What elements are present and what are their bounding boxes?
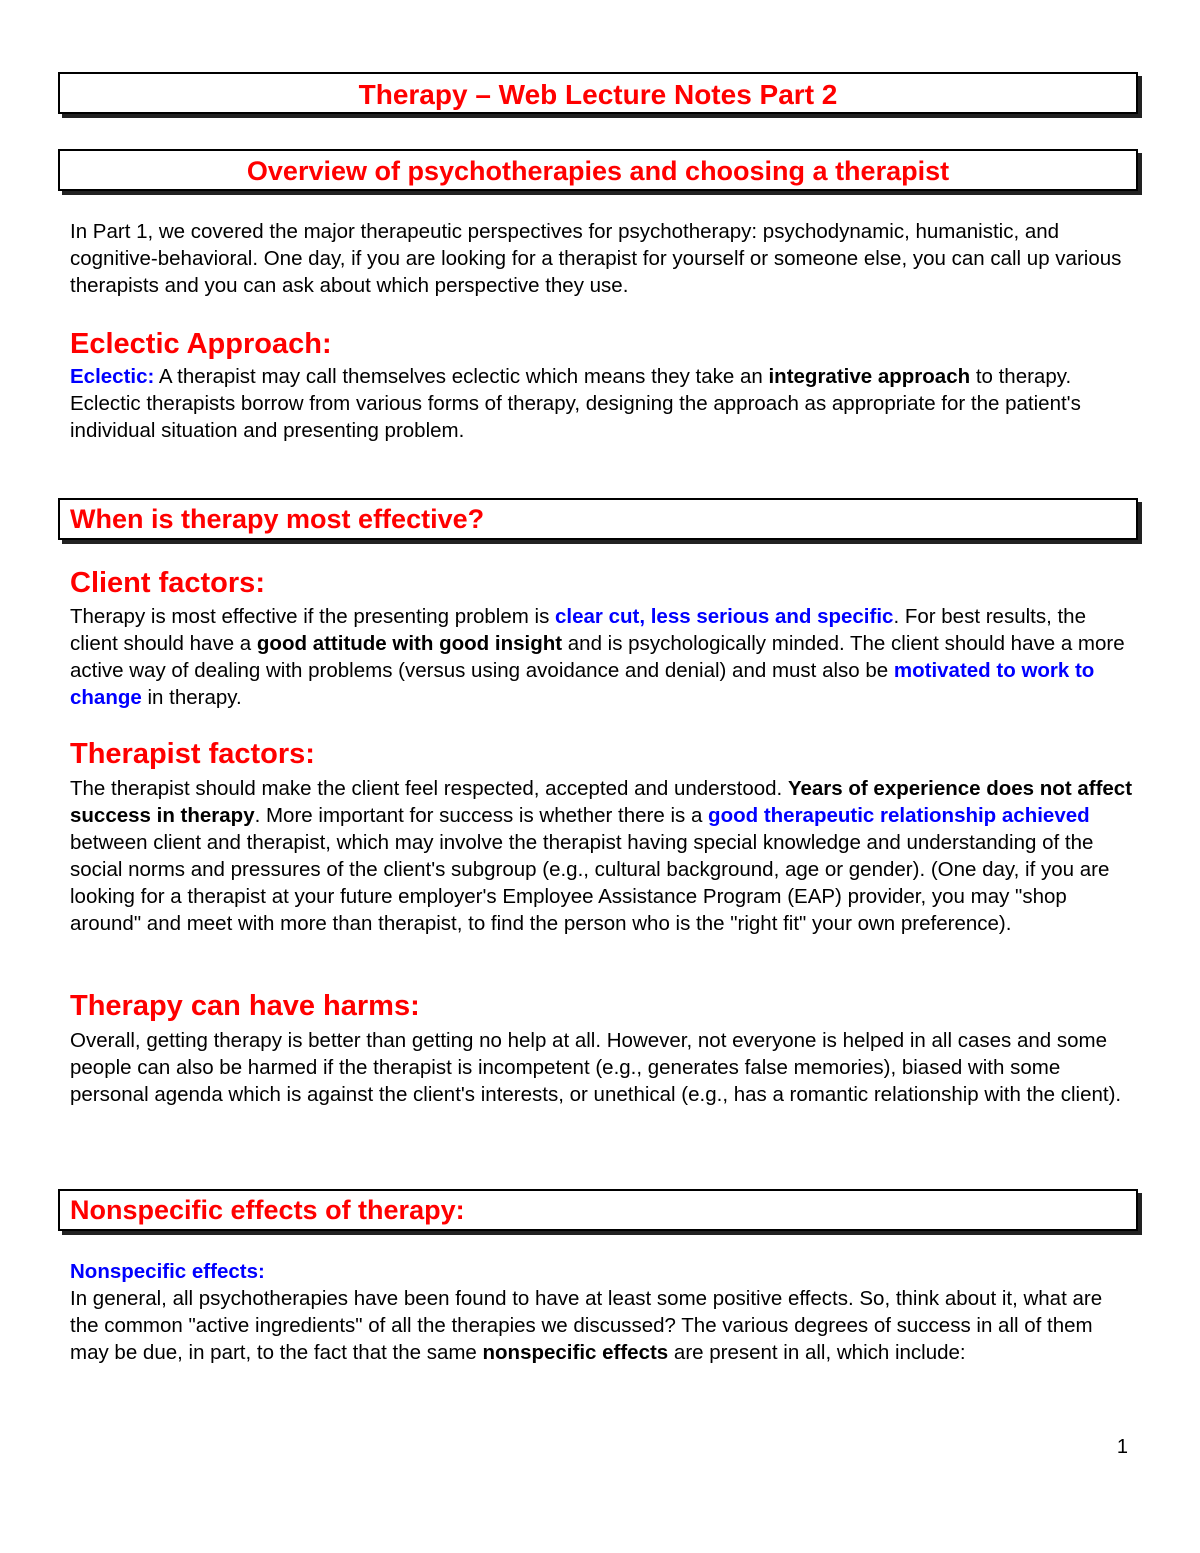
page-number: 1 [1116, 1436, 1128, 1458]
therapist-factors-paragraph: The therapist should make the client feel respected, accepted and understood. Years of experience does not affect success in therapy. More important for success is whether there is a good therapeutic relationship achieved between client and therapist, which may involve the therapist having special knowledge and understanding of the social norms and pressures of the client's subgroup (e.g., cultural background, age or gender). (One day, if you are looking for a therapist at your future employer's Employee Assistance Program (EAP) provider, you may "shop around" and meet with more than therapist, to find the person who is the "right fit" your own preference). [70, 777, 1133, 935]
section-overview-box [58, 149, 1138, 191]
eclectic-heading: Eclectic Approach: [70, 328, 332, 360]
nonspecific-term: Nonspecific effects: [70, 1260, 265, 1283]
section-nonspecific-box [58, 1189, 1138, 1231]
section-effective-heading: When is therapy most effective? [70, 504, 485, 534]
harms-paragraph: Overall, getting therapy is better than getting no help at all. However, not everyone is helped in all cases and some people can also be harmed if the therapist is incompetent (e.g., generates false memories), biased with some personal agenda which is against the client's interests, or unethical (e.g., has a romantic relationship with the client). [70, 1029, 1122, 1106]
therapist-factors-heading: Therapist factors: [70, 738, 315, 770]
eclectic-term: Eclectic: [70, 365, 155, 388]
section-effective-box [58, 498, 1138, 540]
document-title: Therapy – Web Lecture Notes Part 2 [358, 79, 838, 110]
section-nonspecific-heading: Nonspecific effects of therapy: [70, 1195, 465, 1225]
section-overview-heading: Overview of psychotherapies and choosing a therapist [246, 156, 950, 186]
client-factors-paragraph: Therapy is most effective if the presenting problem is clear cut, less serious and specific. For best results, the client should have a good attitude with good insight and is psychologically minded. The client should have a more active way of dealing with problems (versus using avoidance and denial) and must also be motivated to work to change in therapy. [70, 605, 1125, 709]
eclectic-paragraph: Eclectic: A therapist may call themselves eclectic which means they take an integrative approach to therapy. Eclectic therapists borrow from various forms of therapy, designing the approach as appropriate for the patient's individual situation and presenting problem. [70, 365, 1081, 442]
title-box [58, 72, 1138, 114]
harms-heading: Therapy can have harms: [70, 990, 420, 1022]
client-factors-heading: Client factors: [70, 567, 265, 599]
nonspecific-paragraph: Nonspecific effects: In general, all psychotherapies have been found to have at least some positive effects. So, think about it, what are the common "active ingredients" of all the therapies we discussed? The various degrees of success in all of them may be due, in part, to the fact that the same nonspecific effects are present in all, which include: [70, 1260, 1103, 1364]
intro-paragraph: In Part 1, we covered the major therapeutic perspectives for psychotherapy: psychodynamic, humanistic, and cognitive-behavioral. One day, if you are looking for a therapist for yourself or someone else, you can call up various therapists and you can ask about which perspective they use. [70, 220, 1122, 297]
